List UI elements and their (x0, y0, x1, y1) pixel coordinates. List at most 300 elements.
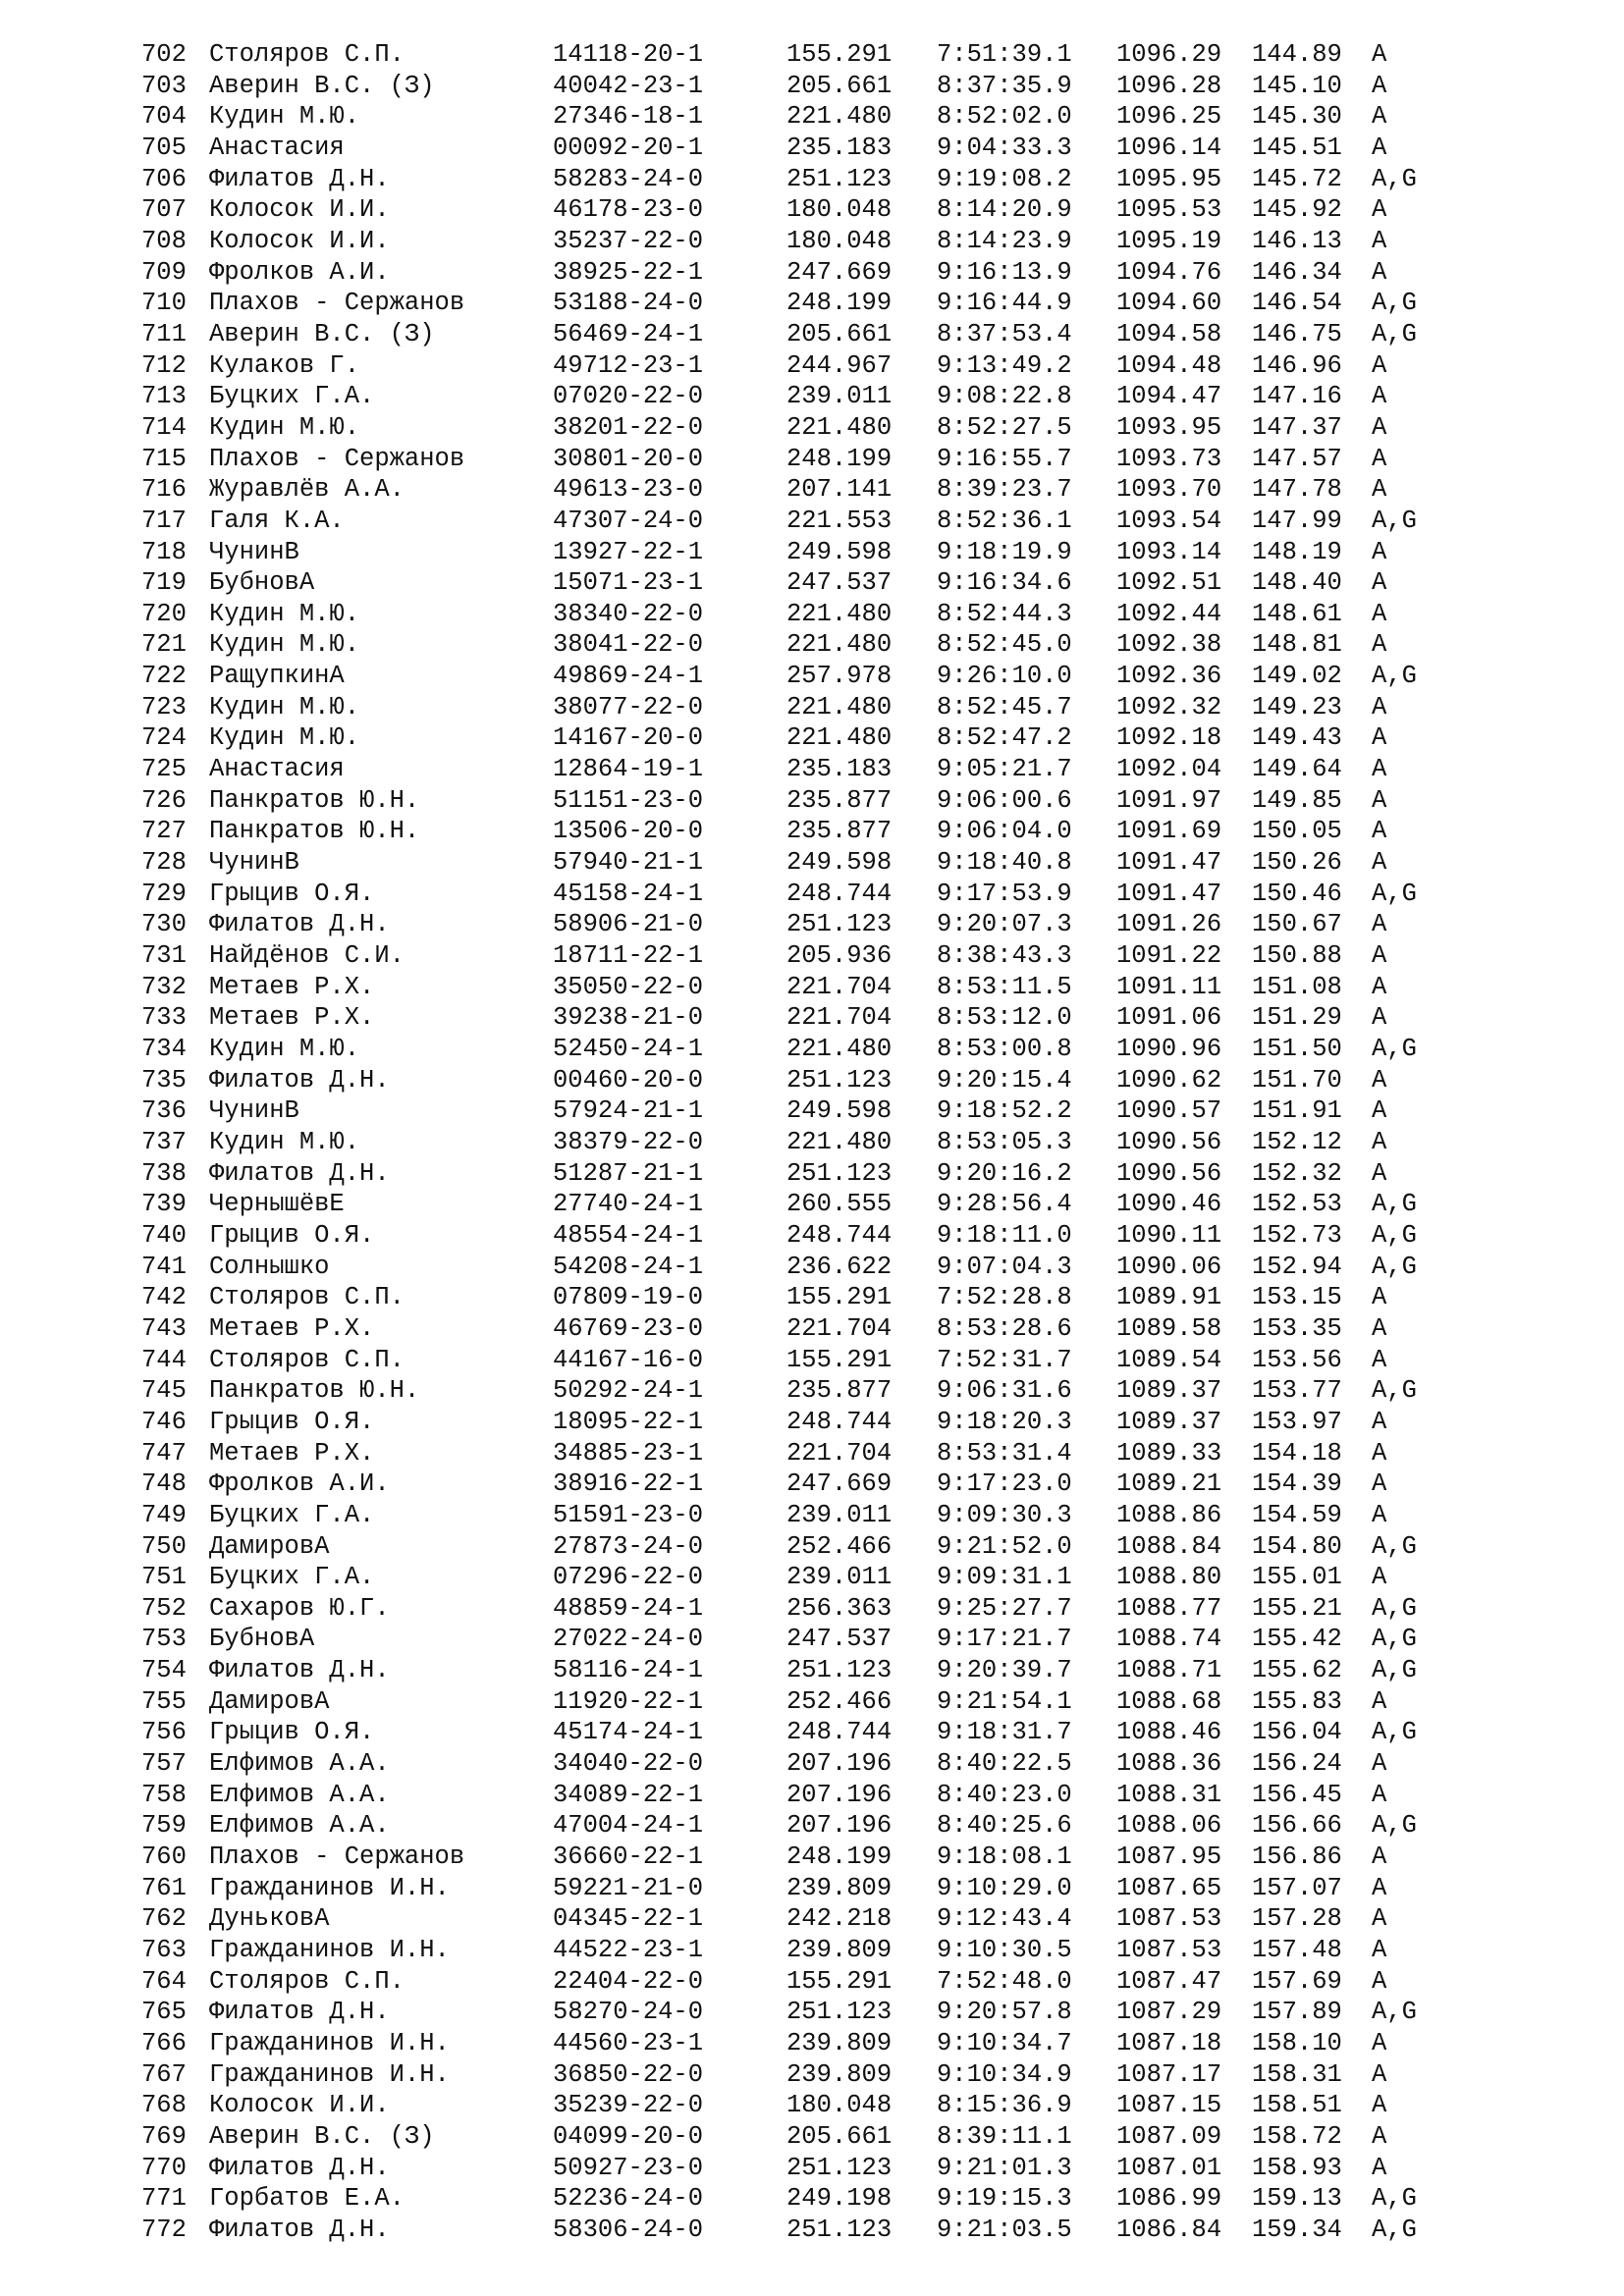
place-number: 758 (141, 1780, 187, 1809)
arrival-time: 9:20:15.4 (937, 1065, 1072, 1095)
table-row (0, 474, 1624, 506)
status-flags: A (1372, 1407, 1387, 1436)
table-row (0, 1345, 1624, 1376)
ring-number: 57924-21-1 (553, 1096, 704, 1126)
table-row (0, 226, 1624, 257)
status-flags: A,G (1372, 1656, 1417, 1685)
score-value: 158.93 (1252, 2153, 1342, 2182)
place-number: 717 (141, 506, 187, 535)
distance-km: 235.877 (786, 817, 893, 846)
fancier-name: Филатов Д.Н. (209, 1065, 390, 1095)
score-value: 147.57 (1252, 444, 1342, 473)
status-flags: A (1372, 1345, 1387, 1374)
ring-number: 18095-22-1 (553, 1407, 704, 1436)
distance-km: 207.196 (786, 1780, 893, 1809)
table-row (0, 1158, 1624, 1190)
ring-number: 12864-19-1 (553, 755, 704, 784)
place-number: 737 (141, 1127, 187, 1156)
table-row (0, 350, 1624, 382)
status-flags: A (1372, 1065, 1387, 1095)
distance-km: 251.123 (786, 1656, 893, 1685)
distance-km: 244.967 (786, 350, 893, 380)
place-number: 716 (141, 475, 187, 505)
speed-value: 1088.77 (1116, 1593, 1222, 1623)
speed-value: 1092.51 (1116, 568, 1222, 598)
distance-km: 260.555 (786, 1190, 893, 1219)
score-value: 155.21 (1252, 1593, 1342, 1623)
table-row (0, 692, 1624, 723)
status-flags: A,G (1372, 1220, 1417, 1250)
ring-number: 27346-18-1 (553, 102, 704, 132)
ring-number: 50927-23-0 (553, 2153, 704, 2182)
table-row (0, 1034, 1624, 1065)
table-row (0, 1252, 1624, 1283)
place-number: 730 (141, 910, 187, 939)
fancier-name: Аверин В.С. (З) (209, 319, 435, 348)
table-row (0, 1624, 1624, 1655)
place-number: 771 (141, 2184, 187, 2214)
fancier-name: Плахов - Сержанов (209, 444, 465, 473)
table-row (0, 1810, 1624, 1842)
status-flags: A (1372, 1096, 1387, 1126)
fancier-name: Грыцив О.Я. (209, 1718, 375, 1747)
ring-number: 34040-22-0 (553, 1749, 704, 1779)
score-value: 153.97 (1252, 1407, 1342, 1436)
status-flags: A,G (1372, 1998, 1417, 2027)
fancier-name: Кудин М.Ю. (209, 412, 360, 442)
fancier-name: Анастасия (209, 755, 345, 784)
arrival-time: 9:26:10.0 (937, 662, 1072, 691)
ring-number: 27873-24-0 (553, 1531, 704, 1561)
fancier-name: Кудин М.Ю. (209, 1035, 360, 1063)
arrival-time: 9:06:00.6 (937, 785, 1072, 815)
speed-value: 1094.47 (1116, 382, 1222, 411)
arrival-time: 9:17:23.0 (937, 1469, 1072, 1499)
status-flags: A,G (1372, 289, 1417, 318)
place-number: 765 (141, 1998, 187, 2027)
place-number: 712 (141, 350, 187, 380)
status-flags: A (1372, 1003, 1387, 1033)
distance-km: 256.363 (786, 1593, 893, 1623)
distance-km: 207.196 (786, 1749, 893, 1779)
table-row (0, 381, 1624, 412)
arrival-time: 8:52:44.3 (937, 599, 1072, 628)
speed-value: 1087.47 (1116, 1966, 1222, 1996)
arrival-time: 8:53:12.0 (937, 1003, 1072, 1033)
speed-value: 1091.47 (1116, 848, 1222, 878)
arrival-time: 8:53:00.8 (937, 1035, 1072, 1063)
speed-value: 1087.53 (1116, 1936, 1222, 1965)
place-number: 757 (141, 1749, 187, 1779)
arrival-time: 8:52:02.0 (937, 102, 1072, 132)
table-row (0, 1842, 1624, 1873)
arrival-time: 9:10:34.9 (937, 2059, 1072, 2089)
table-row (0, 1189, 1624, 1220)
speed-value: 1089.58 (1116, 1313, 1222, 1343)
status-flags: A,G (1372, 1625, 1417, 1654)
score-value: 144.89 (1252, 40, 1342, 69)
ring-number: 34885-23-1 (553, 1438, 704, 1468)
score-value: 149.43 (1252, 723, 1342, 753)
place-number: 748 (141, 1469, 187, 1499)
distance-km: 221.704 (786, 1438, 893, 1468)
table-row (0, 1997, 1624, 2028)
speed-value: 1089.21 (1116, 1469, 1222, 1499)
arrival-time: 9:04:33.3 (937, 133, 1072, 162)
speed-value: 1086.84 (1116, 2215, 1222, 2244)
speed-value: 1090.62 (1116, 1065, 1222, 1095)
score-value: 152.32 (1252, 1158, 1342, 1188)
table-row (0, 754, 1624, 785)
distance-km: 247.537 (786, 1625, 893, 1654)
status-flags: A,G (1372, 1811, 1417, 1841)
distance-km: 221.480 (786, 599, 893, 628)
speed-value: 1088.84 (1116, 1531, 1222, 1561)
table-row (0, 1655, 1624, 1686)
ring-number: 40042-23-1 (553, 71, 704, 100)
table-row (0, 1966, 1624, 1998)
status-flags: A (1372, 133, 1387, 162)
speed-value: 1089.33 (1116, 1438, 1222, 1468)
status-flags: A (1372, 568, 1387, 598)
arrival-time: 8:38:43.3 (937, 941, 1072, 971)
ring-number: 59221-21-0 (553, 1873, 704, 1902)
ring-number: 39238-21-0 (553, 1003, 704, 1033)
table-row (0, 816, 1624, 847)
ring-number: 45174-24-1 (553, 1718, 704, 1747)
score-value: 159.34 (1252, 2215, 1342, 2244)
ring-number: 49712-23-1 (553, 350, 704, 380)
fancier-name: Филатов Д.Н. (209, 1158, 390, 1188)
score-value: 146.54 (1252, 289, 1342, 318)
speed-value: 1087.09 (1116, 2121, 1222, 2151)
fancier-name: Кудин М.Ю. (209, 599, 360, 628)
distance-km: 221.480 (786, 630, 893, 660)
ring-number: 14167-20-0 (553, 723, 704, 753)
status-flags: A (1372, 723, 1387, 753)
table-row (0, 1562, 1624, 1593)
ring-number: 57940-21-1 (553, 848, 704, 878)
table-row (0, 257, 1624, 289)
status-flags: A (1372, 40, 1387, 69)
table-row (0, 785, 1624, 817)
arrival-time: 9:18:19.9 (937, 537, 1072, 566)
arrival-time: 8:53:05.3 (937, 1127, 1072, 1156)
place-number: 745 (141, 1376, 187, 1406)
status-flags: A (1372, 1780, 1387, 1809)
status-flags: A (1372, 599, 1387, 628)
distance-km: 242.218 (786, 1904, 893, 1934)
score-value: 157.69 (1252, 1966, 1342, 1996)
ring-number: 22404-22-0 (553, 1966, 704, 1996)
fancier-name: Гражданинов И.Н. (209, 2029, 450, 2057)
ring-number: 36850-22-0 (553, 2059, 704, 2089)
arrival-time: 9:09:30.3 (937, 1500, 1072, 1529)
ring-number: 04099-20-0 (553, 2121, 704, 2151)
ring-number: 35237-22-0 (553, 226, 704, 255)
place-number: 707 (141, 195, 187, 225)
distance-km: 249.598 (786, 848, 893, 878)
place-number: 736 (141, 1096, 187, 1126)
status-flags: A (1372, 910, 1387, 939)
score-value: 158.72 (1252, 2121, 1342, 2151)
speed-value: 1091.11 (1116, 972, 1222, 1001)
score-value: 150.46 (1252, 879, 1342, 908)
table-row (0, 412, 1624, 444)
score-value: 157.07 (1252, 1873, 1342, 1902)
speed-value: 1088.68 (1116, 1686, 1222, 1716)
arrival-time: 9:10:30.5 (937, 1936, 1072, 1965)
table-row (0, 1903, 1624, 1935)
ring-number: 52236-24-0 (553, 2184, 704, 2214)
ring-number: 35050-22-0 (553, 972, 704, 1001)
score-value: 150.26 (1252, 848, 1342, 878)
arrival-time: 9:10:34.7 (937, 2029, 1072, 2057)
arrival-time: 9:13:49.2 (937, 350, 1072, 380)
distance-km: 251.123 (786, 2215, 893, 2244)
place-number: 704 (141, 102, 187, 132)
arrival-time: 9:21:52.0 (937, 1531, 1072, 1561)
score-value: 157.48 (1252, 1936, 1342, 1965)
table-row (0, 1468, 1624, 1500)
fancier-name: Журавлёв А.А. (209, 475, 405, 505)
score-value: 147.16 (1252, 382, 1342, 411)
distance-km: 248.199 (786, 1842, 893, 1872)
speed-value: 1087.95 (1116, 1842, 1222, 1872)
score-value: 146.75 (1252, 319, 1342, 348)
ring-number: 38340-22-0 (553, 599, 704, 628)
distance-km: 249.598 (786, 1096, 893, 1126)
status-flags: A,G (1372, 662, 1417, 691)
place-number: 753 (141, 1625, 187, 1654)
arrival-time: 8:53:31.4 (937, 1438, 1072, 1468)
table-row (0, 940, 1624, 972)
table-row (0, 1282, 1624, 1313)
fancier-name: Солнышко (209, 1252, 330, 1281)
place-number: 766 (141, 2029, 187, 2057)
arrival-time: 9:16:34.6 (937, 568, 1072, 598)
arrival-time: 7:52:31.7 (937, 1345, 1072, 1374)
arrival-time: 7:52:28.8 (937, 1283, 1072, 1312)
table-row (0, 133, 1624, 164)
speed-value: 1087.53 (1116, 1904, 1222, 1934)
distance-km: 207.141 (786, 475, 893, 505)
arrival-time: 9:20:16.2 (937, 1158, 1072, 1188)
ring-number: 38041-22-0 (553, 630, 704, 660)
speed-value: 1096.14 (1116, 133, 1222, 162)
speed-value: 1092.04 (1116, 755, 1222, 784)
fancier-name: ЧернышёвЕ (209, 1190, 345, 1219)
status-flags: A (1372, 630, 1387, 660)
ring-number: 07296-22-0 (553, 1563, 704, 1592)
ring-number: 51287-21-1 (553, 1158, 704, 1188)
arrival-time: 9:21:54.1 (937, 1686, 1072, 1716)
place-number: 725 (141, 755, 187, 784)
distance-km: 252.466 (786, 1531, 893, 1561)
status-flags: A (1372, 2059, 1387, 2089)
ring-number: 30801-20-0 (553, 444, 704, 473)
arrival-time: 8:52:27.5 (937, 412, 1072, 442)
place-number: 723 (141, 692, 187, 721)
distance-km: 235.183 (786, 133, 893, 162)
score-value: 158.31 (1252, 2059, 1342, 2089)
score-value: 150.67 (1252, 910, 1342, 939)
speed-value: 1092.36 (1116, 662, 1222, 691)
table-row (0, 1686, 1624, 1718)
arrival-time: 8:53:28.6 (937, 1313, 1072, 1343)
distance-km: 249.598 (786, 537, 893, 566)
status-flags: A (1372, 785, 1387, 815)
speed-value: 1088.80 (1116, 1563, 1222, 1592)
distance-km: 248.744 (786, 879, 893, 908)
speed-value: 1095.19 (1116, 226, 1222, 255)
ring-number: 47307-24-0 (553, 506, 704, 535)
ring-number: 46769-23-0 (553, 1313, 704, 1343)
status-flags: A,G (1372, 1531, 1417, 1561)
distance-km: 155.291 (786, 40, 893, 69)
place-number: 762 (141, 1904, 187, 1934)
score-value: 145.10 (1252, 71, 1342, 100)
place-number: 733 (141, 1003, 187, 1033)
ring-number: 58283-24-0 (553, 164, 704, 193)
table-row (0, 194, 1624, 226)
score-value: 155.42 (1252, 1625, 1342, 1654)
distance-km: 235.877 (786, 785, 893, 815)
place-number: 709 (141, 257, 187, 287)
arrival-time: 9:18:52.2 (937, 1096, 1072, 1126)
place-number: 754 (141, 1656, 187, 1685)
fancier-name: Галя К.А. (209, 506, 345, 535)
speed-value: 1091.22 (1116, 941, 1222, 971)
fancier-name: Столяров С.П. (209, 1966, 405, 1996)
fancier-name: БубновА (209, 568, 315, 598)
score-value: 153.77 (1252, 1376, 1342, 1406)
table-row (0, 1220, 1624, 1252)
ring-number: 48859-24-1 (553, 1593, 704, 1623)
score-value: 145.92 (1252, 195, 1342, 225)
table-row (0, 1375, 1624, 1407)
ring-number: 58906-21-0 (553, 910, 704, 939)
score-value: 158.10 (1252, 2029, 1342, 2057)
speed-value: 1095.53 (1116, 195, 1222, 225)
distance-km: 247.669 (786, 257, 893, 287)
place-number: 761 (141, 1873, 187, 1902)
distance-km: 235.183 (786, 755, 893, 784)
place-number: 710 (141, 289, 187, 318)
place-number: 708 (141, 226, 187, 255)
place-number: 703 (141, 71, 187, 100)
distance-km: 239.809 (786, 1936, 893, 1965)
fancier-name: БубновА (209, 1625, 315, 1654)
place-number: 768 (141, 2091, 187, 2120)
speed-value: 1089.37 (1116, 1407, 1222, 1436)
distance-km: 205.661 (786, 319, 893, 348)
status-flags: A (1372, 412, 1387, 442)
score-value: 145.51 (1252, 133, 1342, 162)
ring-number: 52450-24-1 (553, 1035, 704, 1063)
speed-value: 1087.17 (1116, 2059, 1222, 2089)
place-number: 721 (141, 630, 187, 660)
score-value: 148.40 (1252, 568, 1342, 598)
distance-km: 239.011 (786, 382, 893, 411)
status-flags: A (1372, 382, 1387, 411)
table-row (0, 2153, 1624, 2184)
score-value: 145.30 (1252, 102, 1342, 132)
status-flags: A,G (1372, 1252, 1417, 1281)
place-number: 739 (141, 1190, 187, 1219)
place-number: 731 (141, 941, 187, 971)
place-number: 715 (141, 444, 187, 473)
distance-km: 239.809 (786, 2029, 893, 2057)
arrival-time: 9:10:29.0 (937, 1873, 1072, 1902)
fancier-name: Буцких Г.А. (209, 382, 375, 411)
distance-km: 221.480 (786, 102, 893, 132)
table-row (0, 1935, 1624, 1966)
score-value: 151.29 (1252, 1003, 1342, 1033)
status-flags: A (1372, 537, 1387, 566)
ring-number: 13927-22-1 (553, 537, 704, 566)
place-number: 760 (141, 1842, 187, 1872)
arrival-time: 9:06:31.6 (937, 1376, 1072, 1406)
distance-km: 221.704 (786, 1003, 893, 1033)
arrival-time: 8:52:36.1 (937, 506, 1072, 535)
speed-value: 1091.26 (1116, 910, 1222, 939)
fancier-name: Гражданинов И.Н. (209, 2059, 450, 2089)
speed-value: 1096.29 (1116, 40, 1222, 69)
score-value: 157.28 (1252, 1904, 1342, 1934)
place-number: 756 (141, 1718, 187, 1747)
distance-km: 239.809 (786, 1873, 893, 1902)
fancier-name: Панкратов Ю.Н. (209, 1376, 420, 1406)
place-number: 719 (141, 568, 187, 598)
arrival-time: 8:14:20.9 (937, 195, 1072, 225)
status-flags: A,G (1372, 1593, 1417, 1623)
ring-number: 53188-24-0 (553, 289, 704, 318)
status-flags: A (1372, 1873, 1387, 1902)
arrival-time: 9:20:07.3 (937, 910, 1072, 939)
speed-value: 1089.91 (1116, 1283, 1222, 1312)
ring-number: 38077-22-0 (553, 692, 704, 721)
status-flags: A (1372, 475, 1387, 505)
ring-number: 46178-23-0 (553, 195, 704, 225)
distance-km: 180.048 (786, 195, 893, 225)
status-flags: A (1372, 1469, 1387, 1499)
score-value: 153.35 (1252, 1313, 1342, 1343)
table-row (0, 1127, 1624, 1158)
score-value: 145.72 (1252, 164, 1342, 193)
fancier-name: Буцких Г.А. (209, 1563, 375, 1592)
arrival-time: 8:53:11.5 (937, 972, 1072, 1001)
distance-km: 239.809 (786, 2059, 893, 2089)
arrival-time: 9:12:43.4 (937, 1904, 1072, 1934)
table-row (0, 1593, 1624, 1625)
ring-number: 51151-23-0 (553, 785, 704, 815)
arrival-time: 9:08:22.8 (937, 382, 1072, 411)
fancier-name: Столяров С.П. (209, 40, 405, 69)
speed-value: 1088.31 (1116, 1780, 1222, 1809)
place-number: 759 (141, 1811, 187, 1841)
speed-value: 1090.46 (1116, 1190, 1222, 1219)
speed-value: 1088.74 (1116, 1625, 1222, 1654)
ring-number: 36660-22-1 (553, 1842, 704, 1872)
speed-value: 1093.70 (1116, 475, 1222, 505)
place-number: 772 (141, 2215, 187, 2244)
ring-number: 11920-22-1 (553, 1686, 704, 1716)
arrival-time: 9:07:04.3 (937, 1252, 1072, 1281)
fancier-name: Колосок И.И. (209, 2091, 390, 2120)
distance-km: 155.291 (786, 1283, 893, 1312)
fancier-name: ЧунинВ (209, 537, 299, 566)
